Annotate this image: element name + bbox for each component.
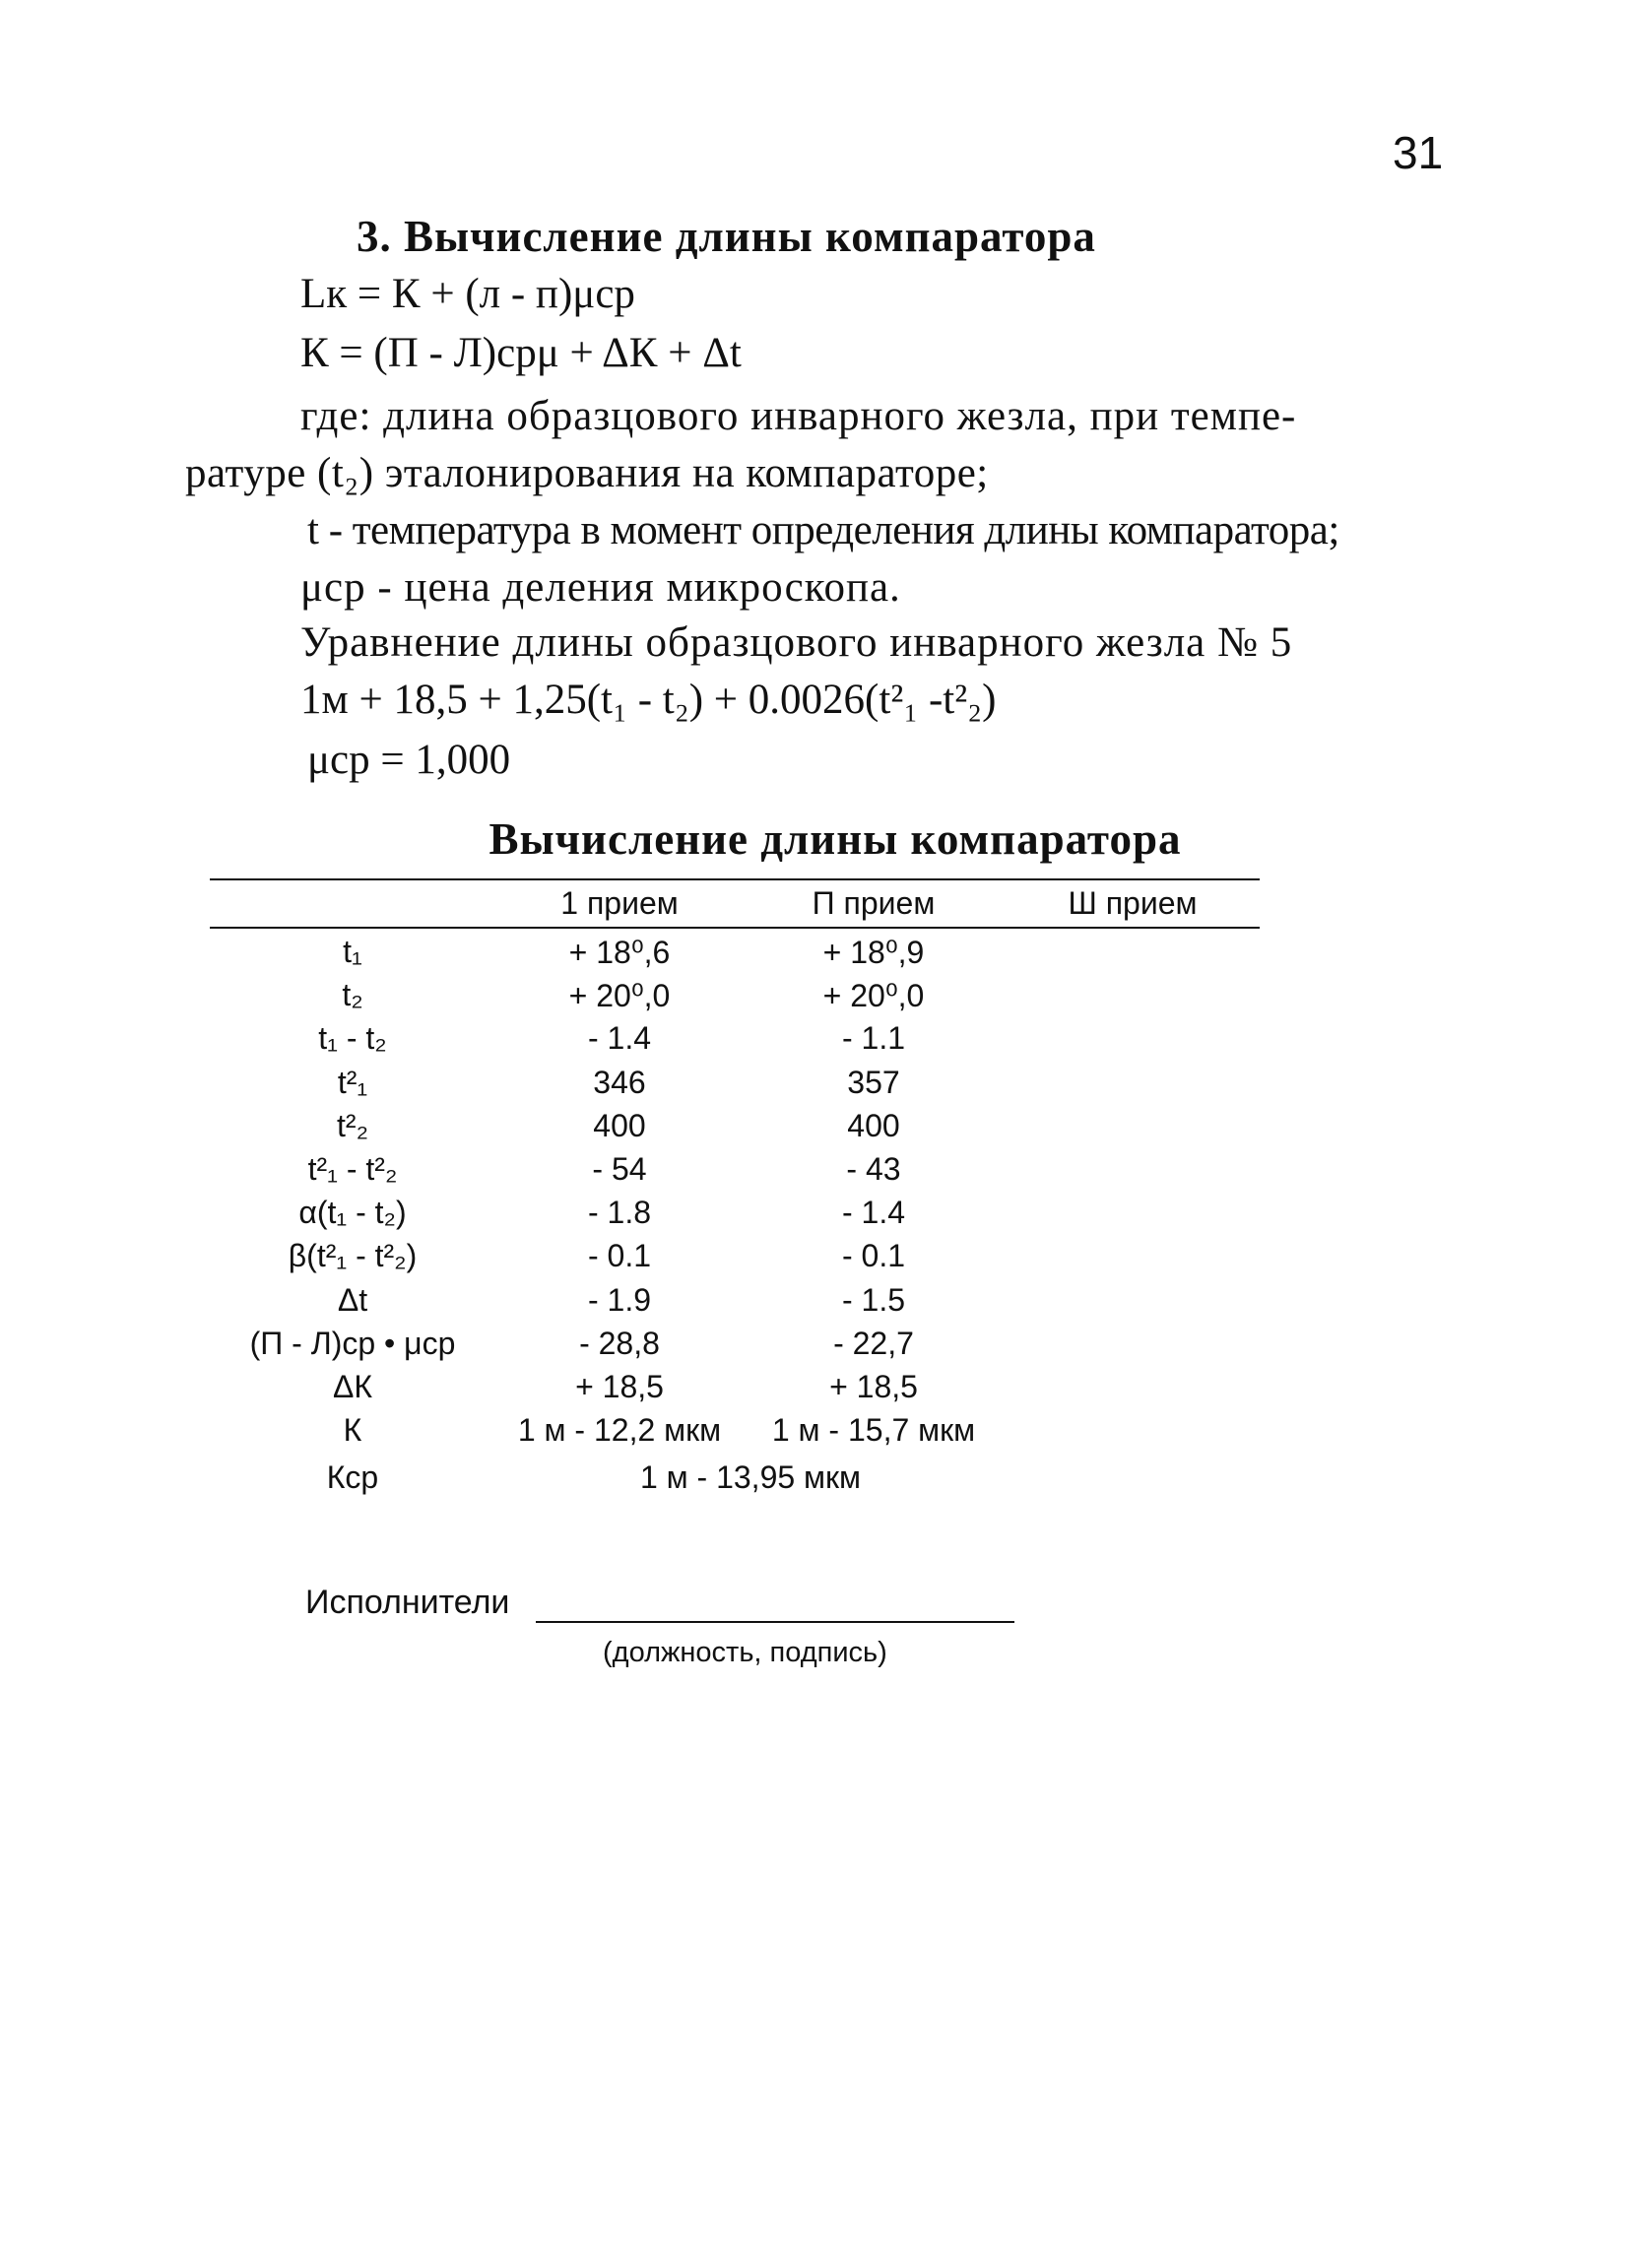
table-cell: - 1.9	[587, 1282, 652, 1318]
rod-definition-line1: где: длина образцового инварного жезла, при темпе-	[300, 393, 1297, 439]
table-cell: + 18⁰,9	[822, 935, 925, 970]
table-cell: - 0.1	[587, 1238, 652, 1273]
table-cell: - 43	[846, 1151, 901, 1187]
row-label: ΔК	[332, 1369, 372, 1404]
column-header-3: Ш прием	[1068, 885, 1198, 921]
row-label: t₁	[343, 934, 362, 969]
table-cell: - 1.1	[841, 1020, 906, 1056]
comparator-length-formula: Lк = К + (л - п)μср	[300, 271, 635, 317]
table-cell: + 20⁰,0	[822, 978, 925, 1013]
rod-equation-title: Уравнение длины образцового инварного жезла № 5	[300, 619, 1293, 666]
table-cell: 400	[847, 1108, 900, 1143]
table-cell: - 0.1	[841, 1238, 906, 1273]
table-cell: - 1.4	[587, 1020, 652, 1056]
table-cell: - 22,7	[833, 1326, 914, 1361]
table-top-rule	[210, 878, 1260, 880]
row-label: К	[343, 1412, 362, 1448]
rod-definition-line2: ратуре (t₂) эталонирования на компараторе;	[185, 450, 989, 496]
temperature-definition: t - температура в момент определения длины компаратора;	[307, 507, 1339, 553]
k-average-value: 1 м - 13,95 мкм	[639, 1459, 862, 1495]
table-cell: - 1.8	[587, 1195, 652, 1230]
column-header-2: П прием	[812, 885, 936, 921]
row-label: α(t₁ - t₂)	[298, 1195, 407, 1230]
table-cell: + 18,5	[575, 1369, 664, 1404]
column-header-1: 1 прием	[560, 885, 679, 921]
k-average-label: Кср	[326, 1459, 379, 1495]
table-header-rule	[210, 927, 1260, 929]
row-label: β(t²₁ - t²₂)	[288, 1238, 418, 1273]
rod-equation: 1м + 18,5 + 1,25(t₁ - t₂) + 0.0026(t²₁ -t²₂)	[300, 677, 997, 723]
table-cell: 346	[593, 1065, 646, 1100]
row-label: (П - Л)ср • μср	[249, 1326, 456, 1361]
row-label: t₁ - t₂	[318, 1020, 387, 1056]
row-label: t₂	[342, 977, 363, 1012]
k-formula: К = (П - Л)срμ + ΔК + Δt	[300, 330, 742, 376]
row-label: t²₂	[337, 1108, 368, 1143]
row-label: t²₁	[337, 1065, 368, 1100]
table-cell: 1 м - 12,2 мкм	[517, 1412, 722, 1448]
table-cell: - 28,8	[579, 1326, 660, 1361]
signature-line	[536, 1621, 1014, 1623]
row-label: Δt	[337, 1282, 368, 1318]
table-cell: - 1.4	[841, 1195, 906, 1230]
table-cell: 400	[593, 1108, 646, 1143]
signature-caption: (должность, подпись)	[603, 1637, 887, 1668]
table-cell: 1 м - 15,7 мкм	[771, 1412, 976, 1448]
signers-label: Исполнители	[305, 1584, 510, 1621]
mu-value: μср = 1,000	[307, 737, 511, 783]
micrometer-definition: μср - цена деления микроскопа.	[300, 564, 901, 611]
table-cell: - 1.5	[841, 1282, 906, 1318]
table-cell: + 18⁰,6	[568, 935, 671, 970]
table-cell: 357	[847, 1065, 900, 1100]
table-cell: - 54	[592, 1151, 647, 1187]
section-heading: 3. Вычисление длины компаратора	[357, 212, 1096, 261]
table-title: Вычисление длины компаратора	[489, 814, 1182, 864]
table-cell: + 18,5	[829, 1369, 918, 1404]
row-label: t²₁ - t²₂	[307, 1151, 398, 1187]
table-cell: + 20⁰,0	[568, 978, 671, 1013]
page-number: 31	[1393, 127, 1444, 178]
